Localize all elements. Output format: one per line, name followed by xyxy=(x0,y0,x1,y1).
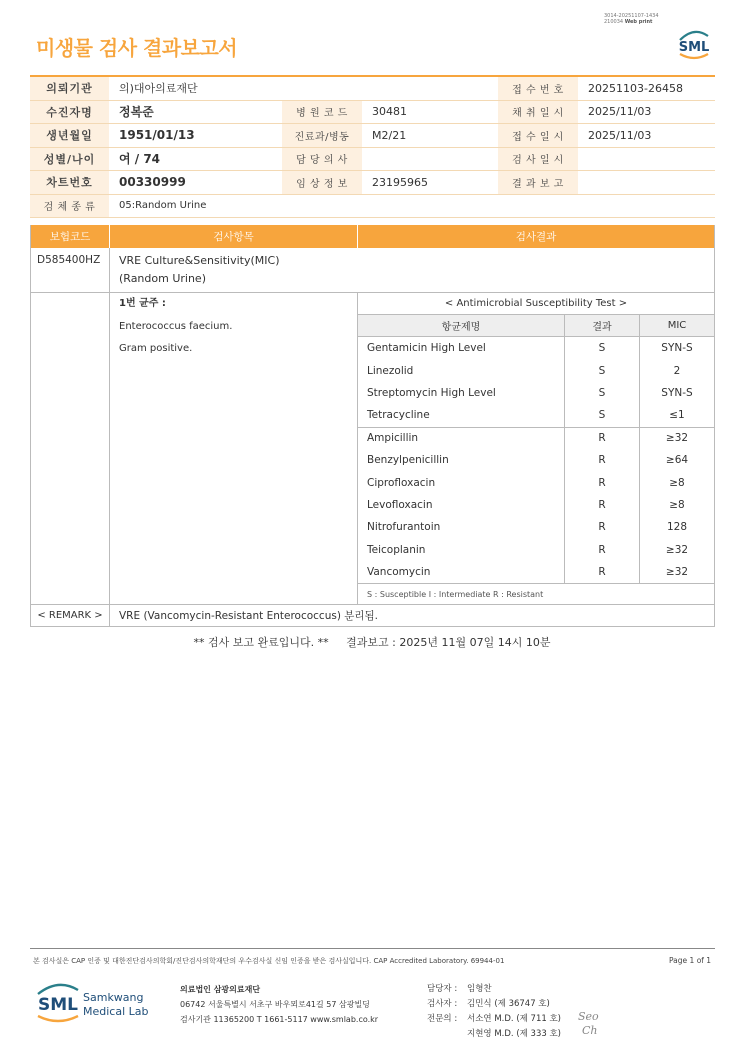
svg-text:Medical Lab: Medical Lab xyxy=(83,1005,149,1018)
corporation-contact: 검사기관 11365200 T 1661-5117 www.smlab.co.kr xyxy=(180,1015,379,1024)
sml-logo-icon xyxy=(674,24,714,64)
ast-legend: S : Susceptible I : Intermediate R : Resistant xyxy=(358,583,714,604)
print-info xyxy=(604,13,659,25)
gram-stain: Gram positive. xyxy=(119,343,193,354)
value-clinical-info: 23195965 xyxy=(372,175,428,189)
ast-title: < Antimicrobial Susceptibility Test > xyxy=(358,293,714,315)
ast-drug: Teicoplanin xyxy=(367,543,426,556)
organism-info xyxy=(110,293,358,604)
test-name-line2: (Random Urine) xyxy=(119,272,206,285)
label-sex-age: 성별/나이 xyxy=(30,148,109,171)
test-name-line1: VRE Culture&Sensitivity(MIC) xyxy=(119,254,280,267)
ast-mic: ≥32 xyxy=(639,561,714,583)
remark-label: < REMARK > xyxy=(31,605,110,626)
header-test-item: 검사항목 xyxy=(110,225,358,248)
ast-mic: ≥64 xyxy=(639,449,714,471)
info-row-3 xyxy=(30,124,715,148)
label-hospital-code: 병 원 코 드 xyxy=(282,101,362,124)
info-row-5 xyxy=(30,171,715,195)
report-complete-message: ** 검사 보고 완료입니다. ** 결과보고 : 2025년 11월 07일 14시 10분 xyxy=(193,636,551,649)
ast-result: R xyxy=(564,539,639,561)
label-result-report: 결 과 보 고 xyxy=(498,171,578,194)
value-result-report xyxy=(578,171,715,194)
ast-row xyxy=(358,539,714,561)
ast-mic: 2 xyxy=(639,359,714,381)
info-row-specimen xyxy=(30,195,715,219)
ast-drug: Levofloxacin xyxy=(367,498,433,511)
label-department-ward: 진료과/병동 xyxy=(282,124,362,147)
label-patient-name: 수진자명 xyxy=(30,101,109,124)
ast-drug: Streptomycin High Level xyxy=(367,386,496,399)
ast-result: R xyxy=(564,516,639,538)
label-birth-date: 생년월일 xyxy=(30,124,109,147)
ast-mic: ≤1 xyxy=(639,404,714,426)
ast-result: R xyxy=(564,494,639,516)
remark-row xyxy=(31,604,714,626)
header-test-result: 검사결과 xyxy=(515,231,557,243)
results-header xyxy=(31,225,714,248)
ast-result: R xyxy=(564,561,639,583)
label-test-date: 검 사 일 시 xyxy=(498,148,578,171)
remark-value: VRE (Vancomycin-Resistant Enterococcus) 분리됨. xyxy=(119,610,379,623)
ast-mic: ≥32 xyxy=(639,428,714,449)
ast-row xyxy=(358,382,714,404)
value-requesting-org: 의)대아의료재단 xyxy=(119,82,198,96)
label-receipt-date: 접 수 일 시 xyxy=(498,124,578,147)
footer-divider xyxy=(30,948,715,949)
ast-header-mic: MIC xyxy=(639,315,714,336)
ast-drug: Ciprofloxacin xyxy=(367,476,436,489)
test-name xyxy=(110,248,714,292)
ast-result: R xyxy=(564,449,639,471)
value-patient-name: 정복준 xyxy=(119,105,154,120)
page-title: 미생물 검사 결과보고서 xyxy=(36,36,238,60)
label-collection-date: 채 취 일 시 xyxy=(498,101,578,124)
staff-info xyxy=(427,982,561,1042)
page-number: Page 1 of 1 xyxy=(669,956,712,965)
ast-drug: Tetracycline xyxy=(367,409,430,422)
result-body xyxy=(31,293,714,604)
ast-row xyxy=(358,404,714,426)
ast-row xyxy=(358,427,714,449)
strain-label: 1번 균주 : xyxy=(119,298,166,309)
ast-mic: SYN-S xyxy=(639,337,714,359)
ast-row xyxy=(358,494,714,516)
ast-drug: Nitrofurantoin xyxy=(367,521,441,534)
ast-group-resistant xyxy=(358,427,714,584)
staff-row: 담당자 : 임형찬 xyxy=(427,984,492,994)
ast-mic: SYN-S xyxy=(639,382,714,404)
value-specimen-type: 05:Random Urine xyxy=(119,200,207,212)
ast-mic: ≥32 xyxy=(639,539,714,561)
samkwang-logo-icon xyxy=(36,980,156,1026)
corporation-address: 06742 서울특별시 서초구 바우뫼로41길 57 삼광빌딩 xyxy=(180,1000,370,1009)
label-specimen-type: 검 체 종 류 xyxy=(30,195,109,218)
label-chart-no: 차트번호 xyxy=(30,171,109,194)
svg-text:SML: SML xyxy=(38,995,78,1015)
print-id: 3014-20251107-1434 xyxy=(604,13,659,19)
svg-text:Samkwang: Samkwang xyxy=(83,991,144,1004)
value-receipt-date: 2025/11/03 xyxy=(588,128,652,142)
ast-row xyxy=(358,516,714,538)
svg-text:SML: SML xyxy=(678,40,710,55)
ast-result: R xyxy=(564,471,639,493)
value-receipt-no: 20251103-26458 xyxy=(588,81,683,95)
ast-drug: Vancomycin xyxy=(367,566,431,579)
label-requesting-org: 의뢰기관 xyxy=(30,77,109,100)
ast-header-drug: 항균제명 xyxy=(441,322,481,333)
corporation-info xyxy=(180,982,378,1027)
value-doctor xyxy=(362,148,498,171)
organism-name: Enterococcus faecium. xyxy=(119,320,233,332)
staff-row: 검사자 : 김민식 (제 36747 호) xyxy=(427,999,550,1009)
value-department-ward: M2/21 xyxy=(372,128,407,142)
accreditation-note: 본 검사실은 CAP 인증 및 대한진단검사의학회/진단검사의학재단의 우수검사실 신임 인증을 받은 검사실입니다. CAP Accredited Laboratory. 69944-01 xyxy=(33,957,505,965)
ast-header-result: 결과 xyxy=(564,315,639,336)
ast-result: S xyxy=(564,404,639,426)
corporation-name: 의료법인 삼광의료재단 xyxy=(180,985,261,994)
info-row-2 xyxy=(30,101,715,125)
insurance-code: D585400HZ xyxy=(31,248,110,292)
ast-header xyxy=(358,315,714,337)
ast-drug: Ampicillin xyxy=(367,432,419,445)
ast-table xyxy=(358,293,714,604)
value-chart-no: 00330999 xyxy=(119,175,186,190)
header-insurance-code: 보험코드 xyxy=(31,225,110,248)
ast-drug: Benzylpenicillin xyxy=(367,454,449,467)
ast-drug: Gentamicin High Level xyxy=(367,342,486,355)
info-row-4 xyxy=(30,148,715,172)
ast-row xyxy=(358,449,714,471)
ast-mic: 128 xyxy=(639,516,714,538)
ast-mic: ≥8 xyxy=(639,471,714,493)
ast-result: R xyxy=(564,428,639,449)
results-table xyxy=(30,225,715,627)
value-sex-age: 여 / 74 xyxy=(119,152,161,167)
patient-info-table xyxy=(30,75,715,218)
info-row-1 xyxy=(30,77,715,101)
staff-row: 지현영 M.D. (제 333 호) xyxy=(467,1029,562,1039)
ast-group-susceptible xyxy=(358,337,714,427)
ast-drug: Linezolid xyxy=(367,364,414,377)
ast-result: S xyxy=(564,359,639,381)
value-collection-date: 2025/11/03 xyxy=(588,105,652,119)
samkwang-logo xyxy=(36,980,156,1026)
ast-row xyxy=(358,471,714,493)
value-hospital-code: 30481 xyxy=(372,105,407,119)
ast-result: S xyxy=(564,382,639,404)
ast-result: S xyxy=(564,337,639,359)
ast-mic: ≥8 xyxy=(639,494,714,516)
label-doctor: 담 당 의 사 xyxy=(282,148,362,171)
value-test-date xyxy=(578,148,715,171)
signature: Seo Ch xyxy=(578,1010,599,1037)
value-birth-date: 1951/01/13 xyxy=(119,128,195,143)
test-row xyxy=(31,248,714,293)
staff-row: 전문의 : 서소연 M.D. (제 711 호) xyxy=(427,1014,562,1024)
ast-row xyxy=(358,337,714,359)
ast-row xyxy=(358,561,714,583)
ast-row xyxy=(358,359,714,381)
label-clinical-info: 임 상 정 보 xyxy=(282,171,362,194)
label-receipt-no: 접 수 번 호 xyxy=(498,77,578,100)
print-source: 210034 Web print xyxy=(604,19,653,25)
